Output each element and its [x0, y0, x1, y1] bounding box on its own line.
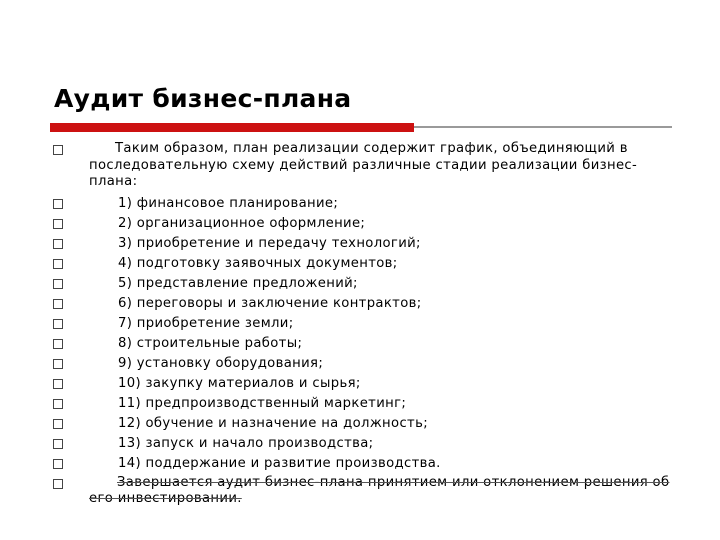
- square-bullet-icon: [53, 239, 63, 249]
- step-text: 8) строительные работы;: [118, 335, 303, 351]
- intro-text: Таким образом, план реализации содержит график, объединяющий в последовательную схему действий различные стадии реализации бизнес-плана:: [89, 141, 638, 189]
- list-item-intro: [0, 139, 679, 194]
- square-bullet-icon: [53, 399, 63, 409]
- list-item-step: [0, 414, 679, 434]
- step-text: 3) приобретение и передачу технологий;: [118, 235, 421, 251]
- step-text: 5) представление предложений;: [118, 275, 358, 291]
- list-item-step: [0, 214, 679, 234]
- title-underline-gray-line: [414, 126, 672, 128]
- square-bullet-icon: [53, 319, 63, 329]
- step-text: 7) приобретение земли;: [118, 315, 294, 331]
- step-text: 10) закупку материалов и сырья;: [118, 375, 361, 391]
- list-item-step: [0, 374, 679, 394]
- list-item-step: [0, 334, 679, 354]
- list-item-step: [0, 234, 679, 254]
- square-bullet-icon: [53, 279, 63, 289]
- list-item-step: [0, 454, 679, 474]
- conclusion-text: Завершается аудит бизнес-плана принятием или отклонением решения об его инвестировании.: [89, 474, 670, 506]
- square-bullet-icon: [53, 145, 63, 155]
- step-text: 11) предпроизводственный маркетинг;: [118, 395, 407, 411]
- square-bullet-icon: [53, 259, 63, 269]
- title-underline: [50, 123, 672, 132]
- list-item-conclusion: [0, 474, 679, 508]
- step-text: 9) установку оборудования;: [118, 355, 324, 371]
- step-text: 13) запуск и начало производства;: [118, 435, 374, 451]
- step-text: 14) поддержание и развитие производства.: [118, 455, 441, 471]
- square-bullet-icon: [53, 199, 63, 209]
- bullet-list: [0, 139, 720, 508]
- slide-title: Аудит бизнес-плана: [54, 84, 352, 113]
- square-bullet-icon: [53, 379, 63, 389]
- list-item-step: [0, 314, 679, 334]
- list-item-step: [0, 274, 679, 294]
- list-item-step: [0, 194, 679, 214]
- step-text: 4) подготовку заявочных документов;: [118, 255, 398, 271]
- square-bullet-icon: [53, 299, 63, 309]
- list-item-step: [0, 254, 679, 274]
- square-bullet-icon: [53, 359, 63, 369]
- square-bullet-icon: [53, 479, 63, 489]
- square-bullet-icon: [53, 339, 63, 349]
- list-item-step: [0, 434, 679, 454]
- list-item-step: [0, 394, 679, 414]
- square-bullet-icon: [53, 439, 63, 449]
- square-bullet-icon: [53, 219, 63, 229]
- step-text: 2) организационное оформление;: [118, 215, 366, 231]
- step-text: 12) обучение и назначение на должность;: [118, 415, 428, 431]
- title-underline-red-bar: [50, 123, 414, 132]
- step-text: 1) финансовое планирование;: [118, 195, 339, 211]
- step-text: 6) переговоры и заключение контрактов;: [118, 295, 422, 311]
- list-item-step: [0, 294, 679, 314]
- square-bullet-icon: [53, 459, 63, 469]
- square-bullet-icon: [53, 419, 63, 429]
- list-item-step: [0, 354, 679, 374]
